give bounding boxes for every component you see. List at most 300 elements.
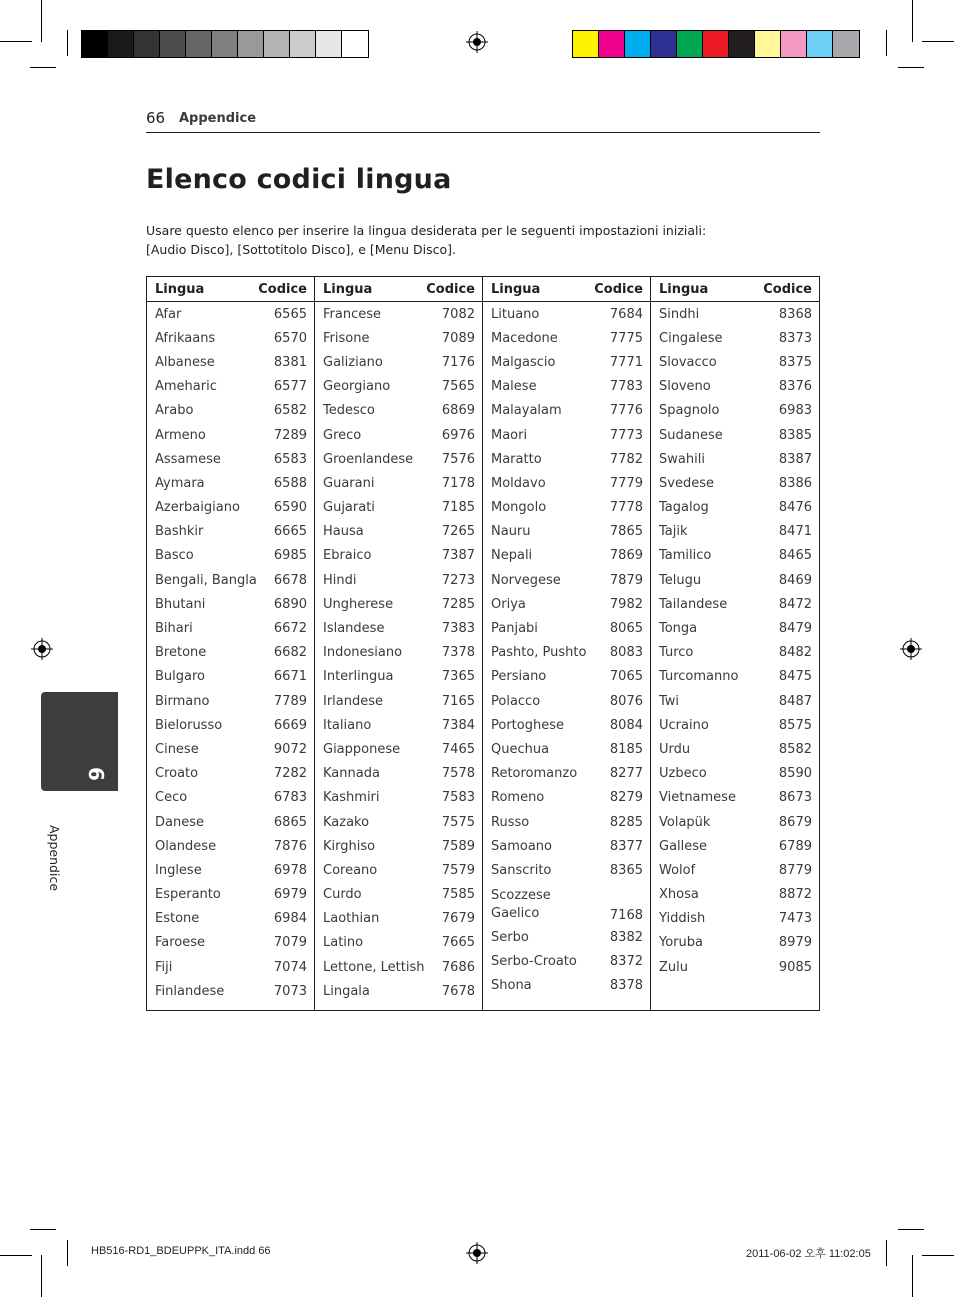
language-code: 7384 — [441, 717, 475, 733]
table-row — [483, 974, 650, 998]
table-row — [483, 665, 650, 689]
language-name: Bielorusso — [155, 717, 223, 733]
table-row — [651, 737, 819, 761]
language-name: Malese — [491, 379, 537, 395]
table-row — [315, 568, 482, 592]
table-row — [147, 762, 314, 786]
language-name: Sloveno — [659, 379, 711, 395]
language-name: Tailandese — [659, 596, 728, 612]
language-code: 7679 — [441, 911, 475, 927]
table-row — [651, 399, 819, 423]
gray-swatch — [342, 31, 368, 57]
language-name: Frisone — [323, 330, 370, 346]
table-row — [483, 471, 650, 495]
language-name: Ucraino — [659, 717, 709, 733]
language-name: Ungherese — [323, 596, 394, 612]
table-row — [147, 979, 314, 1003]
gray-calibration-bar — [81, 30, 369, 58]
language-name: Assamese — [155, 451, 221, 467]
crop-mark — [41, 0, 42, 42]
language-code: 8673 — [778, 790, 812, 806]
table-row — [651, 810, 819, 834]
language-name: Persiano — [491, 669, 547, 685]
language-name: Georgiano — [323, 379, 391, 395]
language-code: 7089 — [441, 330, 475, 346]
language-name: Maratto — [491, 451, 542, 467]
table-row — [147, 907, 314, 931]
crop-mark — [912, 0, 913, 42]
table-row — [147, 544, 314, 568]
language-code: 8479 — [778, 621, 812, 637]
table-row — [651, 592, 819, 616]
crop-mark — [898, 67, 924, 68]
language-code: 6577 — [273, 379, 307, 395]
table-row — [147, 641, 314, 665]
language-code: 8382 — [609, 930, 643, 946]
language-code-table — [146, 276, 820, 1011]
crop-mark — [67, 1240, 68, 1266]
page-title: Elenco codici lingua — [146, 164, 452, 195]
language-code: 8365 — [609, 862, 643, 878]
language-name: Finlandese — [155, 983, 225, 999]
language-name: Italiano — [323, 717, 372, 733]
table-row — [315, 302, 482, 326]
table-row — [315, 762, 482, 786]
gray-swatch — [108, 31, 134, 57]
language-code: 7865 — [609, 524, 643, 540]
language-name: Nauru — [491, 524, 531, 540]
table-row — [483, 399, 650, 423]
table-row — [651, 520, 819, 544]
table-row — [147, 931, 314, 955]
table-row — [147, 834, 314, 858]
language-name: Shona — [491, 978, 532, 994]
language-name: Turcomanno — [659, 669, 739, 685]
header-rule — [146, 132, 820, 133]
gray-swatch — [264, 31, 290, 57]
registration-mark-icon — [466, 1242, 488, 1264]
table-row — [315, 955, 482, 979]
table-header — [483, 277, 650, 302]
language-code: 7576 — [441, 451, 475, 467]
table-row — [147, 737, 314, 761]
table-row — [483, 326, 650, 350]
language-code: 7585 — [441, 887, 475, 903]
language-code: 7289 — [273, 427, 307, 443]
header-lang: Lingua — [323, 281, 373, 297]
language-code: 8277 — [609, 766, 643, 782]
table-row — [651, 616, 819, 640]
color-swatch — [729, 31, 755, 57]
language-code: 7771 — [609, 354, 643, 370]
table-row — [315, 326, 482, 350]
language-code: 8386 — [778, 475, 812, 491]
table-row — [315, 399, 482, 423]
language-code: 8084 — [609, 717, 643, 733]
table-row — [651, 786, 819, 810]
language-code: 7465 — [441, 741, 475, 757]
language-name: Faroese — [155, 935, 206, 951]
language-name: Oriya — [491, 596, 526, 612]
language-name: Gallese — [659, 838, 708, 854]
language-name: Arabo — [155, 403, 194, 419]
crop-mark — [0, 41, 32, 42]
table-row — [483, 737, 650, 761]
table-row — [651, 907, 819, 931]
table-row — [315, 810, 482, 834]
language-code: 7783 — [609, 379, 643, 395]
language-name: Groenlandese — [323, 451, 414, 467]
language-name: Kazako — [323, 814, 370, 830]
language-code: 7365 — [441, 669, 475, 685]
table-row — [651, 544, 819, 568]
language-code: 6865 — [273, 814, 307, 830]
gray-swatch — [212, 31, 238, 57]
language-code: 8285 — [609, 814, 643, 830]
crop-mark — [886, 1240, 887, 1266]
table-row — [315, 907, 482, 931]
language-name: Twi — [659, 693, 680, 709]
language-code: 8385 — [778, 427, 812, 443]
language-code: 8065 — [609, 621, 643, 637]
gray-swatch — [82, 31, 108, 57]
language-name: Malayalam — [491, 403, 562, 419]
table-row — [147, 883, 314, 907]
table-row — [147, 350, 314, 374]
language-name: Hausa — [323, 524, 364, 540]
language-code: 6671 — [273, 669, 307, 685]
language-code: 7079 — [273, 935, 307, 951]
language-name: Vietnamese — [659, 790, 736, 806]
language-code: 8482 — [778, 645, 812, 661]
language-code: 8375 — [778, 354, 812, 370]
language-code: 8076 — [609, 693, 643, 709]
language-name: Latino — [323, 935, 364, 951]
crop-mark — [912, 1255, 913, 1297]
language-code: 8373 — [778, 330, 812, 346]
language-code: 6665 — [273, 524, 307, 540]
language-code: 7583 — [441, 790, 475, 806]
language-name: Sudanese — [659, 427, 723, 443]
table-row — [483, 302, 650, 326]
language-code: 6978 — [273, 862, 307, 878]
color-swatch — [625, 31, 651, 57]
language-name: Cingalese — [659, 330, 723, 346]
language-code: 8465 — [778, 548, 812, 564]
table-row — [315, 616, 482, 640]
gray-swatch — [186, 31, 212, 57]
language-code: 7876 — [273, 838, 307, 854]
table-row — [651, 665, 819, 689]
language-code: 8679 — [778, 814, 812, 830]
table-row — [315, 641, 482, 665]
table-row — [483, 350, 650, 374]
language-name: Slovacco — [659, 354, 717, 370]
table-row — [315, 883, 482, 907]
table-row — [315, 858, 482, 882]
table-row — [483, 810, 650, 834]
language-code: 7589 — [441, 838, 475, 854]
color-calibration-bar — [572, 30, 860, 58]
language-name: Polacco — [491, 693, 541, 709]
table-header — [315, 277, 482, 302]
language-name: Islandese — [323, 621, 385, 637]
language-code: 7686 — [441, 959, 475, 975]
crop-mark — [41, 1255, 42, 1297]
language-code: 8472 — [778, 596, 812, 612]
color-swatch — [651, 31, 677, 57]
crop-mark — [898, 1229, 924, 1230]
language-code: 7773 — [609, 427, 643, 443]
registration-mark-icon — [466, 31, 488, 53]
language-name: Estone — [155, 911, 200, 927]
table-row — [147, 423, 314, 447]
language-code: 8779 — [778, 862, 812, 878]
crop-mark — [67, 30, 68, 56]
language-code: 7265 — [441, 524, 475, 540]
language-name: Maori — [491, 427, 528, 443]
language-name: Kannada — [323, 766, 380, 782]
language-code: 6570 — [273, 330, 307, 346]
table-row — [483, 786, 650, 810]
language-name: Russo — [491, 814, 530, 830]
crop-mark — [922, 1255, 954, 1256]
language-code: 6565 — [273, 306, 307, 322]
registration-mark-icon — [31, 638, 53, 660]
header-lang: Lingua — [659, 281, 709, 297]
table-row — [483, 616, 650, 640]
language-name: Cinese — [155, 741, 199, 757]
language-name: Serbo — [491, 930, 529, 946]
table-row — [651, 955, 819, 979]
crop-mark — [922, 41, 954, 42]
language-name: Tedesco — [323, 403, 375, 419]
language-name: Kashmiri — [323, 790, 380, 806]
table-row — [651, 471, 819, 495]
color-swatch — [703, 31, 729, 57]
language-name: Lingala — [323, 983, 370, 999]
language-code: 6672 — [273, 621, 307, 637]
language-name: Uzbeco — [659, 766, 707, 782]
gray-swatch — [290, 31, 316, 57]
table-row — [315, 544, 482, 568]
language-code: 8872 — [778, 887, 812, 903]
color-swatch — [833, 31, 859, 57]
language-code: 7982 — [609, 596, 643, 612]
language-name: Kirghiso — [323, 838, 376, 854]
language-name: Afar — [155, 306, 182, 322]
language-code: 6582 — [273, 403, 307, 419]
table-row — [315, 423, 482, 447]
table-row — [651, 834, 819, 858]
table-row — [651, 762, 819, 786]
table-row — [147, 786, 314, 810]
table-row — [147, 810, 314, 834]
language-code: 7285 — [441, 596, 475, 612]
language-name: Esperanto — [155, 887, 221, 903]
table-row — [147, 399, 314, 423]
language-code: 6976 — [441, 427, 475, 443]
language-code: 7678 — [441, 983, 475, 999]
table-row — [315, 931, 482, 955]
header-lang: Lingua — [155, 281, 205, 297]
table-row — [651, 689, 819, 713]
page-number: 66 — [146, 109, 166, 127]
table-row — [651, 496, 819, 520]
table-row — [315, 520, 482, 544]
language-name: Volapük — [659, 814, 711, 830]
language-code: 8471 — [778, 524, 812, 540]
table-row — [315, 350, 482, 374]
language-code: 8590 — [778, 766, 812, 782]
language-name: Ceco — [155, 790, 188, 806]
language-code: 8475 — [778, 669, 812, 685]
table-row — [483, 544, 650, 568]
language-code: 7065 — [609, 669, 643, 685]
table-row — [483, 713, 650, 737]
color-swatch — [573, 31, 599, 57]
language-name: Spagnolo — [659, 403, 720, 419]
crop-mark — [886, 30, 887, 56]
table-row — [483, 568, 650, 592]
language-name: Macedone — [491, 330, 558, 346]
language-code: 7684 — [609, 306, 643, 322]
table-row — [315, 471, 482, 495]
language-name: Danese — [155, 814, 204, 830]
table-row — [483, 592, 650, 616]
language-code: 7378 — [441, 645, 475, 661]
table-row — [315, 496, 482, 520]
language-name: Sanscrito — [491, 862, 552, 878]
table-row — [651, 302, 819, 326]
language-code: 6890 — [273, 596, 307, 612]
table-row — [315, 737, 482, 761]
section-name: Appendice — [179, 111, 257, 126]
language-code: 8476 — [778, 500, 812, 516]
language-name: Urdu — [659, 741, 691, 757]
table-row — [147, 955, 314, 979]
language-name: Ebraico — [323, 548, 372, 564]
table-row — [147, 302, 314, 326]
language-name: Telugu — [659, 572, 702, 588]
language-code: 7176 — [441, 354, 475, 370]
table-row — [483, 762, 650, 786]
table-row — [147, 665, 314, 689]
language-code: 7273 — [441, 572, 475, 588]
table-row — [147, 858, 314, 882]
table-row — [483, 950, 650, 974]
color-swatch — [677, 31, 703, 57]
language-code: 6678 — [273, 572, 307, 588]
crop-mark — [30, 67, 56, 68]
language-name: Fiji — [155, 959, 173, 975]
language-name: Olandese — [155, 838, 217, 854]
language-name: Bengali, Bangla — [155, 572, 257, 588]
language-name: Zulu — [659, 959, 688, 975]
table-row — [483, 858, 650, 882]
language-code: 6869 — [441, 403, 475, 419]
language-code: 7082 — [441, 306, 475, 322]
table-row — [315, 665, 482, 689]
crop-mark — [0, 1255, 32, 1256]
language-code: 8376 — [778, 379, 812, 395]
chapter-label: Appendice — [47, 825, 62, 892]
language-name: Coreano — [323, 862, 378, 878]
language-name: Retoromanzo — [491, 766, 578, 782]
language-code: 6985 — [273, 548, 307, 564]
table-row — [651, 568, 819, 592]
gray-swatch — [316, 31, 342, 57]
language-name: Lituano — [491, 306, 540, 322]
language-name: Bretone — [155, 645, 207, 661]
language-name: Azerbaigiano — [155, 500, 240, 516]
language-code: 9085 — [778, 959, 812, 975]
language-name: Inglese — [155, 862, 202, 878]
table-row — [147, 520, 314, 544]
language-code: 7789 — [273, 693, 307, 709]
table-row — [483, 520, 650, 544]
table-row — [147, 616, 314, 640]
language-code: 6789 — [778, 838, 812, 854]
header-lang: Lingua — [491, 281, 541, 297]
header-code: Codice — [763, 281, 812, 297]
table-row — [651, 423, 819, 447]
language-code: 6983 — [778, 403, 812, 419]
table-row — [483, 641, 650, 665]
intro-line: [Audio Disco], [Sottotitolo Disco], e [Menu Disco]. — [146, 242, 457, 257]
table-row — [483, 689, 650, 713]
table-row — [483, 447, 650, 471]
language-name: Guarani — [323, 475, 375, 491]
table-row — [147, 471, 314, 495]
language-code: 7074 — [273, 959, 307, 975]
language-name: Turco — [659, 645, 694, 661]
language-code: 8979 — [778, 935, 812, 951]
language-name: Indonesiano — [323, 645, 403, 661]
registration-mark-icon — [900, 638, 922, 660]
table-row — [483, 375, 650, 399]
language-code: 7565 — [441, 379, 475, 395]
table-row — [147, 326, 314, 350]
language-name: Bashkir — [155, 524, 204, 540]
language-name: Nepali — [491, 548, 533, 564]
language-code: 8377 — [609, 838, 643, 854]
language-name: Norvegese — [491, 572, 561, 588]
language-name: Albanese — [155, 354, 215, 370]
table-row — [315, 979, 482, 1003]
language-name: Bihari — [155, 621, 193, 637]
language-code: 8372 — [609, 954, 643, 970]
language-name: Armeno — [155, 427, 206, 443]
language-name: Interlingua — [323, 669, 394, 685]
table-row — [483, 926, 650, 950]
language-code: 7879 — [609, 572, 643, 588]
table-row — [483, 883, 650, 926]
table-column — [651, 277, 819, 1010]
table-row — [651, 326, 819, 350]
language-name: Svedese — [659, 475, 714, 491]
language-code: 8381 — [273, 354, 307, 370]
language-code: 7383 — [441, 621, 475, 637]
gray-swatch — [238, 31, 264, 57]
language-code: 8469 — [778, 572, 812, 588]
language-code: 7387 — [441, 548, 475, 564]
language-name: Yoruba — [659, 935, 703, 951]
crop-mark — [30, 1229, 56, 1230]
language-code: 7073 — [273, 983, 307, 999]
language-name: Croato — [155, 766, 199, 782]
language-name: Lettone, Lettish — [323, 959, 425, 975]
